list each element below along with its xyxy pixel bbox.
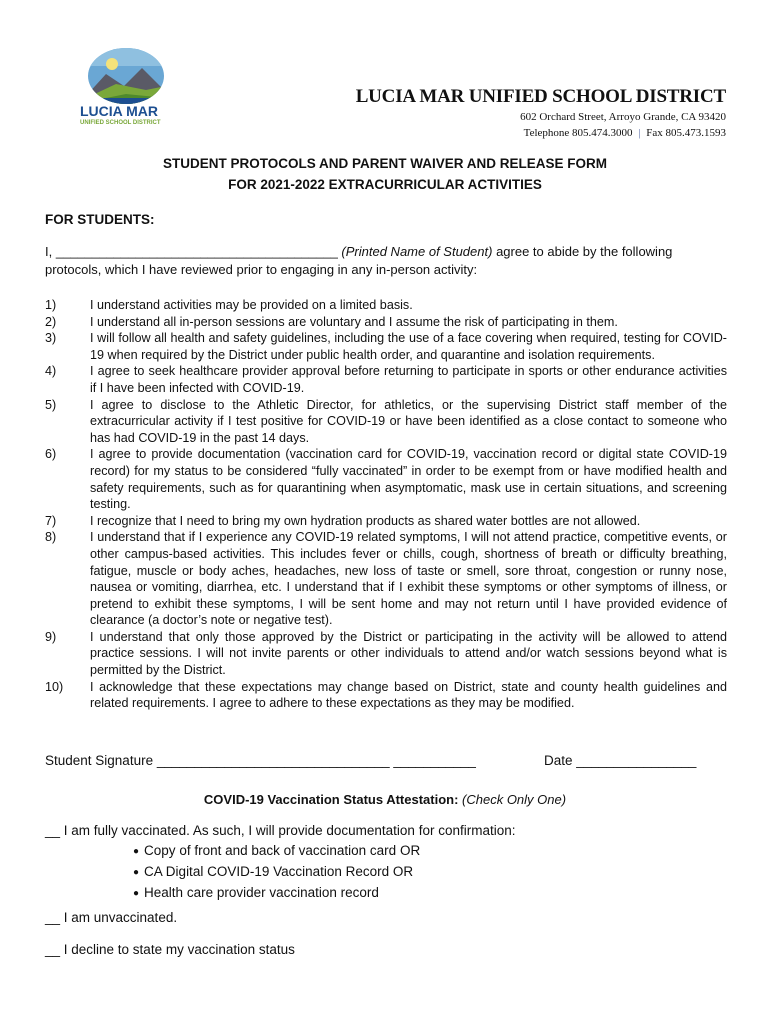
form-title-line2: FOR 2021-2022 EXTRACURRICULAR ACTIVITIES: [228, 177, 542, 192]
list-item: [45, 397, 727, 447]
list-item: [45, 297, 727, 314]
form-title-line1: STUDENT PROTOCOLS AND PARENT WAIVER AND RELEASE FORM: [162, 156, 608, 171]
attestation-title: COVID-19 Vaccination Status Attestation:: [203, 792, 459, 807]
district-phone-fax: [356, 127, 726, 139]
list-item: [45, 363, 727, 396]
protocol-list: [45, 297, 727, 712]
item-number: 3): [45, 331, 57, 346]
list-item: [45, 529, 727, 629]
option-fully-vaccinated[interactable]: __ I am fully vaccinated. As such, I will provide documentation for confirmation:: [45, 823, 516, 838]
option-decline-to-state[interactable]: __ I decline to state my vaccination status: [45, 942, 295, 957]
item-text: I understand all in-person sessions are voluntary and I assume the risk of participating in them.: [90, 314, 618, 329]
item-number: 8): [45, 530, 57, 545]
item-text: I acknowledge that these expectations may change based on District, state and county health guidelines and related requirements. I agree to adhere to these expectations as they may be modified.: [90, 679, 727, 711]
item-text: I will follow all health and safety guidelines, including the use of a face covering when required, testing for COVID-19 when required by the District under public health order, and quarantine and isolation requirements.: [90, 331, 727, 362]
logo-text-sub: UNIFIED SCHOOL DISTRICT: [80, 120, 161, 126]
item-text: I agree to disclose to the Athletic Director, for athletics, or the supervising District staff member of the extracurricular activity if I test positive for COVID-19 or have been identified as a close contact to someone who has had COVID-19 in the past 14 days.: [90, 397, 727, 445]
logo-graphic: [76, 46, 172, 126]
item-number: 9): [45, 629, 57, 644]
item-number: 7): [45, 513, 57, 528]
item-number: 2): [45, 314, 57, 329]
district-header: [356, 86, 726, 139]
item-text: I understand activities may be provided on a limited basis.: [90, 298, 413, 312]
logo-text-main: LUCIA MAR: [80, 103, 159, 119]
attestation-instruction: (Check Only One): [458, 792, 567, 807]
section-heading: FOR STUDENTS:: [45, 212, 155, 227]
bullet-item: ● CA Digital COVID-19 Vaccination Record OR: [133, 862, 420, 883]
date-field[interactable]: Date ________________: [544, 753, 697, 768]
item-text: I understand that only those approved by the District or participating in the activity will be allowed to attend practice sessions. I will not invite parents or other individuals to attend and/or watch sessions beyond what is permitted by the District.: [90, 629, 727, 678]
printed-name-label: (Printed Name of Student): [341, 244, 493, 259]
district-logo: [76, 46, 172, 126]
list-item: [45, 679, 727, 712]
option-unvaccinated[interactable]: __ I am unvaccinated.: [45, 910, 178, 925]
item-text: I agree to seek healthcare provider approval before returning to participate in sports or other endurance activities if I have been infected with COVID-19.: [90, 364, 727, 395]
item-text: I understand that if I experience any COVID-19 related symptoms, I will not attend practice, competitive events, or other campus-based activities. This includes fever or chills, cough, shortness of breath or difficulty breathing, fatigue, muscle or body aches, headaches, new loss of taste or smell, sore throat, congestion or runny nose, nausea or vomiting, diarrhea, etc. I understand that if I exhibit these symptoms or other symptoms of illness, or pretend to exhibit these symptoms, I will be sent home and may not return until I have provided evidence of clearance (a doctor’s note or negative test).: [90, 530, 727, 628]
item-number: 4): [45, 364, 57, 379]
list-item: [45, 629, 727, 679]
bullet-item: ● Health care provider vaccination record: [133, 883, 420, 904]
item-number: 5): [45, 397, 57, 412]
item-text: I recognize that I need to bring my own hydration products as shared water bottles are not allowed.: [90, 513, 641, 528]
item-text: I agree to provide documentation (vaccination card for COVID-19, vaccination record or digital state COVID-19 record) for my status to be considered “fully vaccinated” in order to be exempt from or have modified health and safety requirements, such as for quarantining when asymptomatic, mask use in certain situations, and screening testing.: [90, 447, 727, 512]
student-signature-field[interactable]: Student Signature _______________________________ ___________: [45, 753, 476, 768]
district-address: 602 Orchard Street, Arroyo Grande, CA 93420: [520, 111, 726, 123]
district-name: LUCIA MAR UNIFIED SCHOOL DISTRICT: [355, 86, 726, 107]
intro-suffix: agree to abide by the following protocols, which I have reviewed prior to engaging in any in-person activity:: [45, 244, 673, 277]
list-item: [45, 330, 727, 363]
separator: |: [638, 127, 641, 139]
list-item: [45, 314, 727, 331]
fax: Fax 805.473.1593: [646, 127, 726, 139]
telephone: Telephone 805.474.3000: [523, 127, 633, 139]
intro-paragraph: [45, 243, 725, 279]
documentation-options-list: [133, 841, 420, 904]
attestation-heading: [0, 792, 770, 807]
item-number: 10): [45, 679, 64, 694]
list-item: [45, 513, 727, 530]
item-number: 1): [45, 298, 57, 312]
list-item: [45, 446, 727, 512]
bullet-item: ● Copy of front and back of vaccination card OR: [133, 841, 420, 862]
item-number: 6): [45, 447, 57, 462]
intro-prefix: I, _______________________________________: [45, 244, 342, 259]
